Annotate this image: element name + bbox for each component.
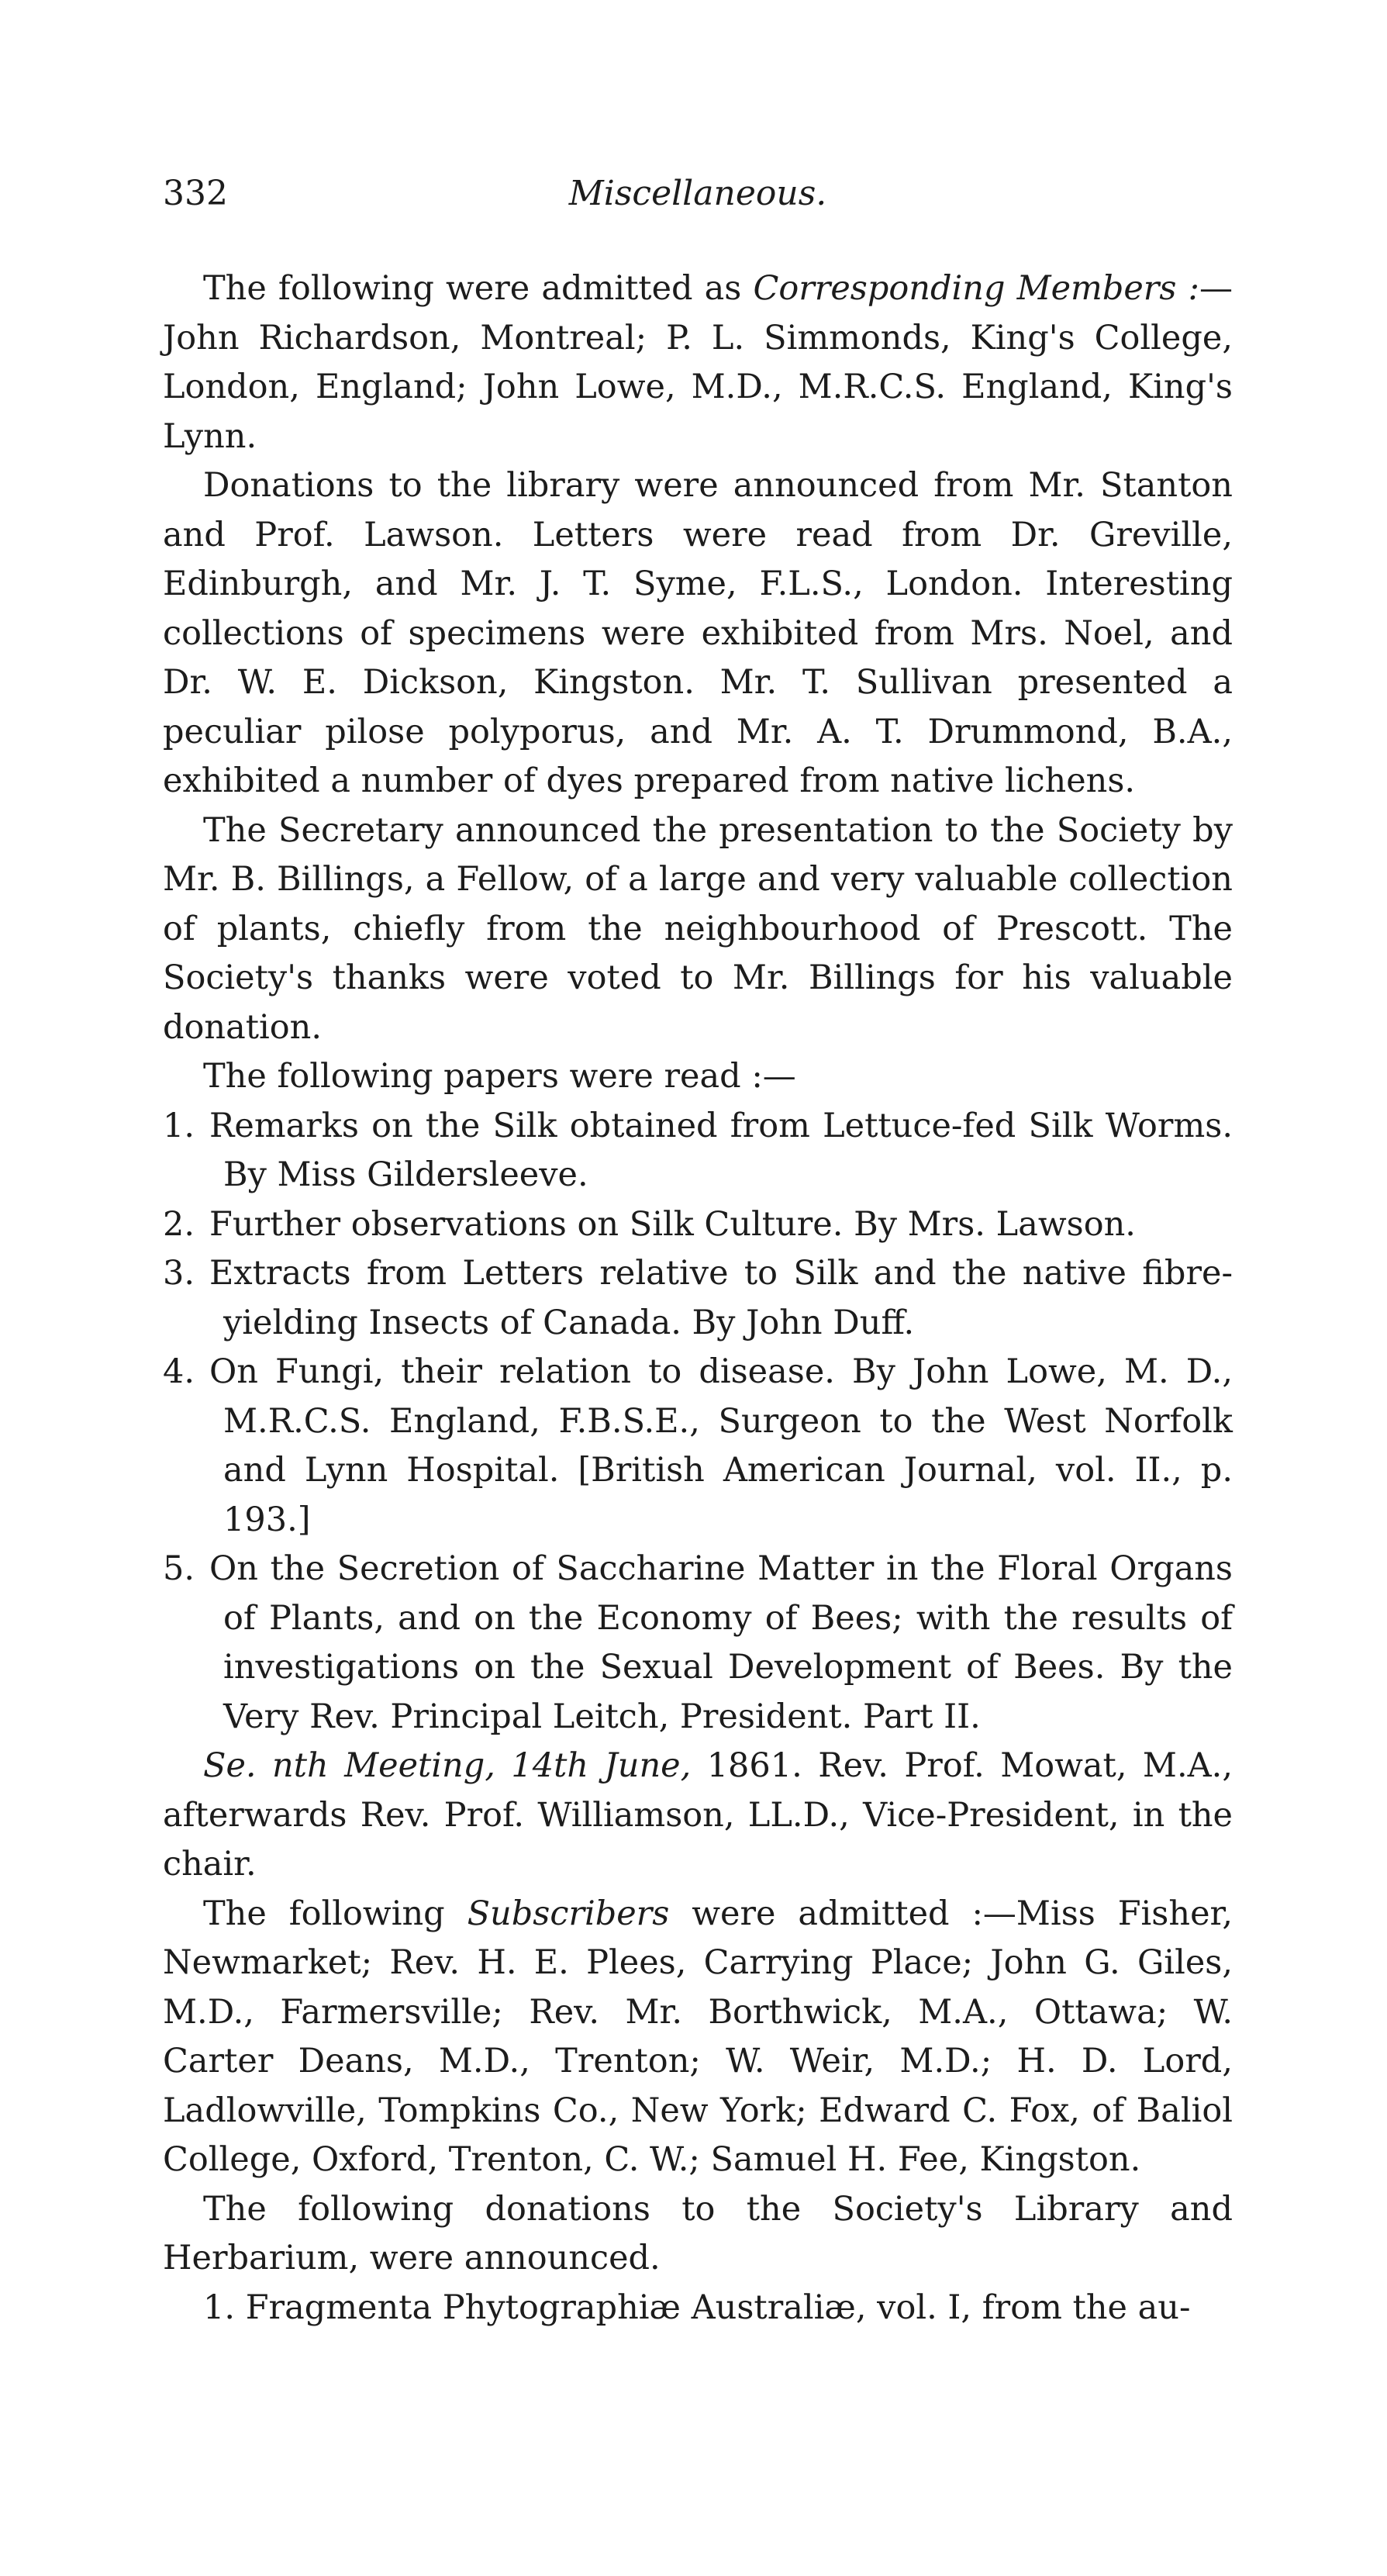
paper-item-2	[163, 1200, 1233, 1250]
corresponding-rest: — John Richardson, Montreal; P. L. Simmonds, King's College, London, England; John Lowe, M.D., M.R.C.S. England, King's Lynn.	[163, 269, 1233, 456]
meeting-rest: 1861. Rev. Prof. Mowat, M.A., afterwards Rev. Prof. Williamson, LL.D., Vice-President, in the chair.	[163, 1746, 1233, 1884]
meeting-date: 14th June,	[511, 1746, 692, 1785]
page-header	[163, 167, 1233, 221]
paper-number: 3.	[163, 1254, 195, 1293]
subscribers-rest: were admitted :—Miss Fisher, Newmarket; Rev. H. E. Plees, Carrying Place; John G. Giles, M.D., Farmersville; Rev. Mr. Borthwick, M.A., Ottawa; W. Carter Deans, M.D., Trenton; W. Weir, M.D.; H. D. Lord, Ladlowville, Tompkins Co., New York; Edward C. Fox, of Baliol College, Oxford, Trenton, C. W.; Samuel H. Fee, Kingston.	[163, 1894, 1233, 2179]
paper-item-1	[163, 1102, 1233, 1200]
paragraph-donations: Donations to the library were announced from Mr. Stanton and Prof. Lawson. Letters were read from Dr. Greville, Edinburgh, and Mr. J. T. Syme, F.L.S., London. Interesting collections of specimens were exhibited from Mrs. Noel, and Dr. W. E. Dickson, Kingston. Mr. T. Sullivan presented a peculiar pilose polyporus, and Mr. A. T. Drummond, B.A., exhibited a number of dyes prepared from native lichens.	[163, 466, 1233, 800]
paper-text: On Fungi, their relation to disease. By John Lowe, M. D., M.R.C.S. England, F.B.S.E., Surgeon to the West Norfolk and Lynn Hospital. [British American Journal, vol. II., p. 193.]	[209, 1352, 1233, 1539]
paragraph-seventh-meeting	[163, 1742, 1233, 1890]
paragraph-papers-intro: The following papers were read :—	[203, 1057, 796, 1096]
subscribers-term: Subscribers	[467, 1894, 670, 1933]
body-text	[163, 264, 1233, 2333]
paper-number: 4.	[163, 1352, 195, 1391]
paragraph-subscribers	[163, 1890, 1233, 2185]
subscribers-lead: The following	[203, 1894, 445, 1933]
paper-text: Extracts from Letters relative to Silk and the native fibre-yielding Insects of Canada. By John Duff.	[209, 1254, 1233, 1342]
paper-text: Further observations on Silk Culture. By Mrs. Lawson.	[209, 1204, 1136, 1244]
donation-item-1: 1. Fragmenta Phytographiæ Australiæ, vol. I, from the au-	[203, 2288, 1191, 2327]
paper-number: 5.	[163, 1549, 195, 1588]
paper-item-4	[163, 1348, 1233, 1545]
page	[163, 167, 1233, 2333]
paper-number: 2.	[163, 1204, 195, 1244]
corresponding-term: Corresponding Members :	[753, 269, 1199, 308]
paper-text: Remarks on the Silk obtained from Lettuce-fed Silk Worms. By Miss Gildersleeve.	[209, 1106, 1233, 1194]
paper-text: On the Secretion of Saccharine Matter in the Floral Organs of Plants, and on the Economy of Bees; with the results of investigations on the Sexual Development of Bees. By the Very Rev. Principal Leitch, President. Part II.	[209, 1549, 1233, 1736]
meeting-title: Se. nth Meeting,	[203, 1746, 495, 1785]
paper-number: 1.	[163, 1106, 195, 1145]
paragraph-secretary: The Secretary announced the presentation to the Society by Mr. B. Billings, a Fellow, of a large and very valuable collection of plants, chiefly from the neighbourhood of Prescott. The Society's thanks were voted to Mr. Billings for his valuable donation.	[163, 810, 1233, 1047]
paragraph-corresponding-members	[163, 264, 1233, 461]
page-number: 332	[163, 174, 228, 213]
paper-item-5	[163, 1545, 1233, 1742]
paper-item-3	[163, 1249, 1233, 1348]
corresponding-lead: The following were admitted as	[203, 269, 742, 308]
paragraph-herbarium: The following donations to the Society's Library and Herbarium, were announced.	[163, 2189, 1233, 2277]
running-head: Miscellaneous.	[568, 174, 827, 213]
